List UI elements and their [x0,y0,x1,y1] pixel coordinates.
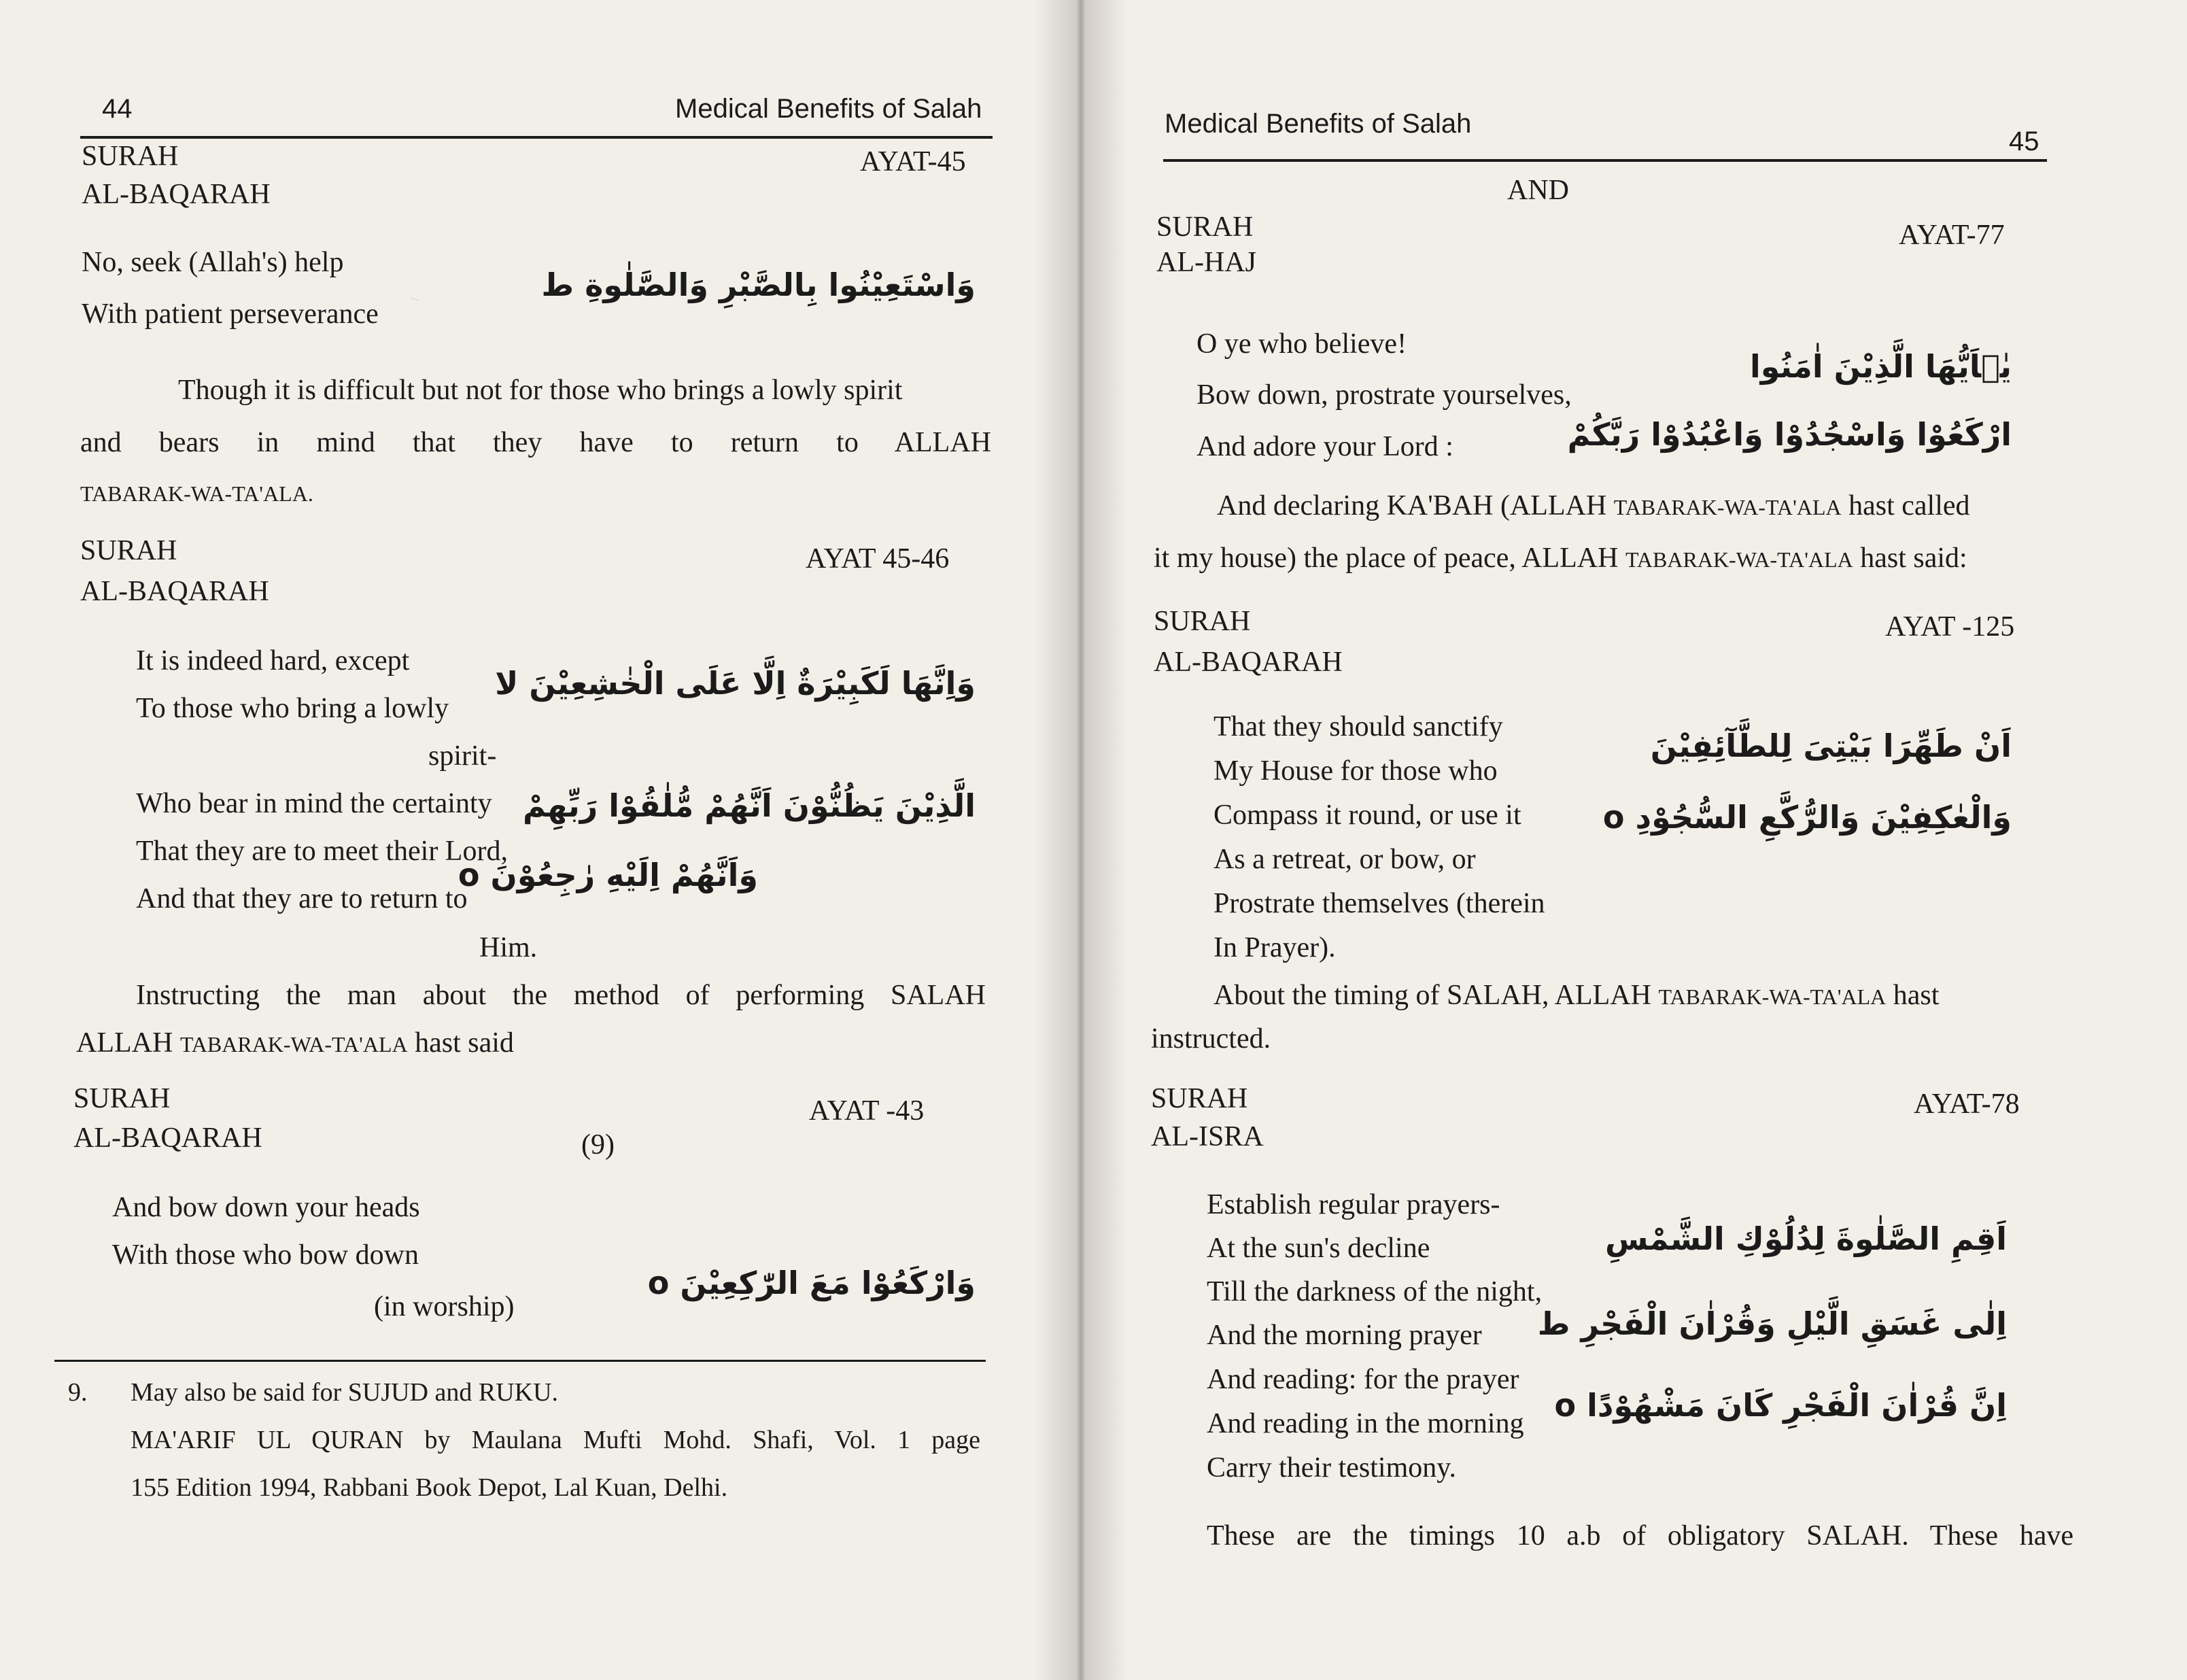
para-text: hast called [1848,490,1970,521]
ayat-label: AYAT 45-46 [806,543,950,575]
surah-name: AL-HAJ [1156,247,1256,278]
surah-name: AL-BAQARAH [1154,647,1343,678]
translation-line: And the morning prayer [1207,1320,1482,1351]
arabic-verse: الَّذِيْنَ يَظُنُّوْنَ اَنَّهُمْ مُّلٰقُوْا رَبِّهِمْ [523,787,976,824]
translation-line: At the sun's decline [1207,1233,1430,1264]
arabic-verse: اِلٰى غَسَقِ الَّيْلِ وَقُرْاٰنَ الْفَجْرِ ط [1537,1305,2007,1342]
left-header-rule [80,136,993,139]
ayat-label: AYAT-78 [1914,1088,2020,1120]
translation-line: That they are to meet their Lord, [136,836,508,867]
translation-line: To those who bring a lowly [136,693,449,724]
translation-line: (in worship) [374,1291,515,1322]
para-text: And declaring KA'BAH (ALLAH [1217,490,1607,521]
paragraph-line [1217,490,1970,522]
paragraph-line-smallcaps: TABARAK-WA-TA'ALA. [80,481,313,506]
arabic-verse: وَاسْتَعِيْنُوا بِالصَّبْرِ وَالصَّلٰوةِ ط [541,267,976,303]
para-text: hast said: [1860,543,1967,574]
arabic-verse: اِنَّ قُرْاٰنَ الْفَجْرِ كَانَ مَشْهُوْدًا o [1554,1387,2007,1424]
footnote-line: MA'ARIF UL QURAN by Maulana Mufti Mohd. Shafi, Vol. 1 page [131,1426,980,1454]
translation-line: Till the darkness of the night, [1207,1276,1543,1307]
translation-line: And reading: for the prayer [1207,1364,1519,1395]
right-running-head: Medical Benefits of Salah [1165,109,1472,139]
surah-name: AL-BAQARAH [82,179,271,210]
translation-line: In Prayer). [1213,932,1336,963]
translation-line: With those who bow down [112,1239,419,1271]
surah-label: SURAH [1154,606,1251,637]
translation-line: Him. [479,932,538,963]
hast-said: hast said [415,1027,514,1059]
arabic-verse: اَقِمِ الصَّلٰوةَ لِدُلُوْكِ الشَّمْسِ [1605,1220,2007,1257]
smallcaps-phrase: TABARAK-WA-TA'ALA [179,1032,408,1057]
translation-line: Who bear in mind the certainty [136,788,492,819]
translation-line: And bow down your heads [112,1192,420,1223]
arabic-verse: يٰۤاَيُّهَا الَّذِيْنَ اٰمَنُوا [1749,348,2012,385]
translation-line: It is indeed hard, except [136,645,410,676]
arabic-verse: وَارْكَعُوْا مَعَ الرّٰكِعِيْنَ o [647,1265,976,1301]
translation-line: O ye who believe! [1196,328,1407,360]
surah-label: SURAH [80,535,177,566]
arabic-verse: وَاِنَّهَا لَكَبِيْرَةٌ اِلَّا عَلَى الْخٰشِعِيْنَ لا [495,665,976,702]
para-text: hast [1893,980,1940,1011]
surah-label: SURAH [1156,211,1254,243]
translation-line: Compass it round, or use it [1213,800,1521,831]
translation-line: That they should sanctify [1213,711,1503,742]
translation-line: With patient perseverance [82,298,379,330]
surah-name: AL-BAQARAH [73,1122,262,1154]
translation-line: And reading in the morning [1207,1408,1524,1439]
smallcaps-phrase: TABARAK-WA-TA'ALA [1625,547,1853,572]
footnote-number: 9. [68,1378,88,1407]
translation-line: Carry their testimony. [1207,1452,1457,1484]
ayat-label: AYAT-45 [860,146,966,177]
right-page-number: 45 [2009,126,2039,156]
left-page [0,0,1078,1680]
translation-line: Establish regular prayers- [1207,1189,1500,1220]
translation-line: And that they are to return to [136,883,468,914]
arabic-verse: وَالْعٰكِفِيْنَ وَالرُّكَّعِ السُّجُوْدِ o [1602,799,2012,836]
footnote-line: May also be said for SUJUD and RUKU. [131,1378,559,1407]
left-page-number: 44 [102,94,133,124]
paragraph-line: Instructing the man about the method of performing SALAH [136,980,986,1011]
paragraph-line: and bears in mind that they have to return to ALLAH [80,427,991,458]
paragraph-line [76,1027,514,1059]
ayat-label: AYAT -43 [809,1095,925,1127]
surah-name: AL-ISRA [1151,1121,1264,1152]
surah-name: AL-BAQARAH [80,576,269,607]
and-label: AND [1507,175,1569,206]
ayat-label: AYAT -125 [1885,611,2015,642]
footnote-line: 155 Edition 1994, Rabbani Book Depot, Lal Kuan, Delhi. [131,1473,728,1502]
paragraph-line: Though it is difficult but not for those who brings a lowly spirit [178,375,903,406]
right-header-rule [1163,159,2047,162]
translation-line: My House for those who [1213,755,1498,787]
translation-line: And adore your Lord : [1196,431,1453,462]
smallcaps-phrase: TABARAK-WA-TA'ALA [1613,495,1842,519]
arabic-verse: اَنْ طَهِّرَا بَيْتِىَ لِلطَّآئِفِيْنَ [1650,727,2012,764]
left-running-head: Medical Benefits of Salah [675,94,982,124]
paragraph-line [1154,542,1967,575]
surah-label: SURAH [73,1083,171,1114]
translation-line: As a retreat, or bow, or [1213,844,1476,875]
paragraph-line [1213,979,1939,1012]
footnote-rule [54,1360,986,1362]
right-page [1078,0,2187,1680]
surah-label: SURAH [1151,1083,1248,1114]
arabic-verse: ارْكَعُوْا وَاسْجُدُوْا وَاعْبُدُوْا رَبَّكُمْ [1567,416,2012,453]
paragraph-line: These are the timings 10 a.b of obligatory SALAH. These have [1207,1520,2073,1552]
book-spine-shadow [1033,0,1129,1680]
footnote-ref: (9) [581,1129,615,1161]
paragraph-line: instructed. [1151,1023,1271,1055]
arabic-verse: وَاَنَّهُمْ اِلَيْهِ رٰجِعُوْنَ o [458,857,758,893]
smallcaps-phrase: TABARAK-WA-TA'ALA [1658,984,1887,1009]
ayat-label: AYAT-77 [1899,220,2005,251]
allah-word: ALLAH [76,1027,173,1059]
translation-line: Prostrate themselves (therein [1213,888,1545,919]
para-text: About the timing of SALAH, ALLAH [1213,980,1651,1011]
surah-label: SURAH [82,141,179,172]
translation-line: Bow down, prostrate yourselves, [1196,379,1572,411]
para-text: it my house) the place of peace, ALLAH [1154,543,1619,574]
translation-line: spirit- [428,740,497,772]
translation-line: No, seek (Allah's) help [82,247,344,278]
